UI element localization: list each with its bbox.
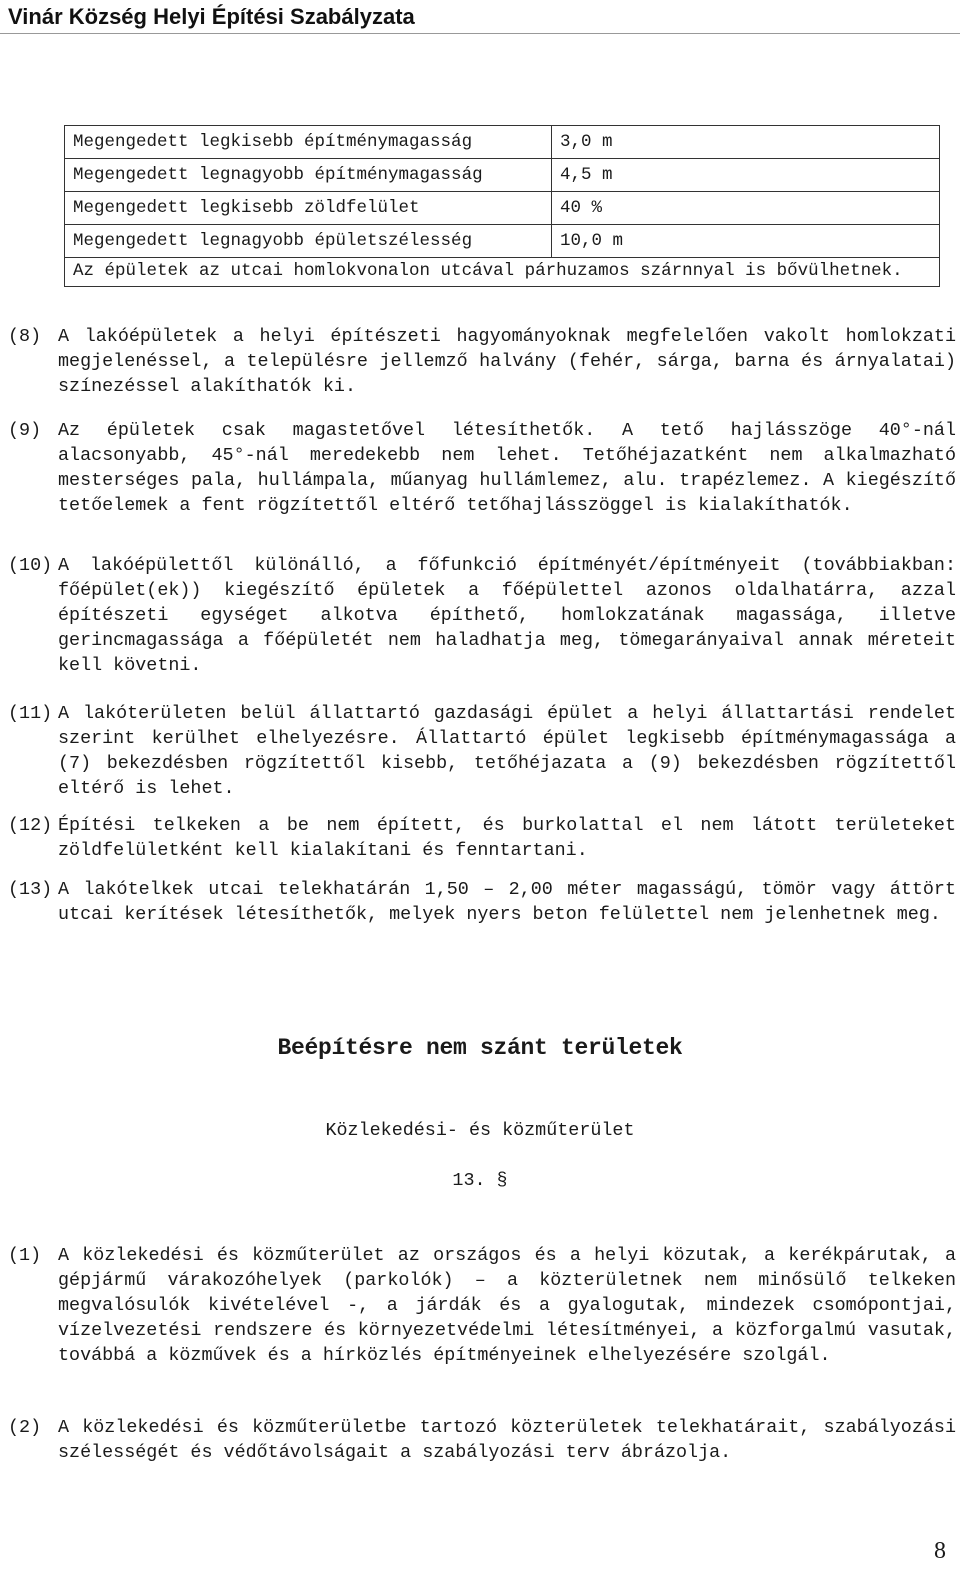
page-number: 8 <box>934 1538 946 1564</box>
section-number: 13. § <box>452 1170 508 1191</box>
table-row <box>65 225 940 258</box>
table-row <box>65 258 940 287</box>
table-cell-label: Megengedett legkisebb építménymagasság <box>65 126 552 159</box>
paragraph-9 <box>8 418 956 518</box>
paragraph-number: (11) <box>8 703 53 724</box>
document-title: Vinár Község Helyi Építési Szabályzata <box>8 4 415 29</box>
table-note: Az épületek az utcai homlokvonalon utcával párhuzamos szárnnyal is bővülhetnek. <box>65 258 940 287</box>
paragraph-text: A lakótelkek utcai telekhatárán 1,50 – 2,00 méter magasságú, tömör vagy áttört utcai kerítések létesíthetők, melyek nyers beton felülettel nem jelenhetnek meg. <box>58 879 956 925</box>
paragraph-10 <box>8 553 956 678</box>
table-cell-value: 10,0 m <box>552 225 940 258</box>
paragraph-12 <box>8 813 956 863</box>
paragraph-number: (2) <box>8 1417 42 1438</box>
paragraph-number: (10) <box>8 555 53 576</box>
paragraph-8 <box>8 324 956 399</box>
paragraph-1 <box>8 1243 956 1368</box>
paragraph-2 <box>8 1415 956 1465</box>
subsection-heading: Közlekedési- és közműterület <box>325 1120 635 1141</box>
paragraph-text: Az épületek csak magastetővel létesíthetők. A tető hajlásszöge 40°-nál alacsonyabb, 45°-nál meredekebb nem lehet. Tetőhéjazatként nem alkalmazható mesterséges pala, hullámpala, műanyag hullámlemez, alu. trapézlemez. A kiegészítő tetőelemek a fent rögzítettől eltérő tetőhajlásszöggel is kialakíthatók. <box>58 420 956 516</box>
table-cell-value: 4,5 m <box>552 159 940 192</box>
paragraph-text: A közlekedési és közműterület az országos és a helyi közutak, a kerékpárutak, a gépjármű várakozóhelyek (parkolók) – a közterületnek nem minősülő telkeken megvalósulók kivételével -, a járdák és a gyalogutak, mindezek csomópontjai, vízelvezetési rendszere és környezetvédelmi létesítményei, a közforgalmú vasutak, továbbá a közművek és a hírközlés építményeinek elhelyezésére szolgál. <box>58 1245 956 1366</box>
table-row <box>65 192 940 225</box>
page-header <box>0 0 960 34</box>
paragraph-number: (1) <box>8 1245 42 1266</box>
paragraph-text: A lakóterületen belül állattartó gazdasági épület a helyi állattartási rendelet szerint kerülhet elhelyezésre. Állattartó épület legkisebb építménymagassága a (7) bekezdésben rögzítettől kisebb, tetőhéjazata a (9) bekezdésben rögzítettől eltérő is lehet. <box>58 703 956 799</box>
paragraph-number: (9) <box>8 420 42 441</box>
table-cell-label: Megengedett legnagyobb épületszélesség <box>65 225 552 258</box>
table-cell-label: Megengedett legnagyobb építménymagasság <box>65 159 552 192</box>
table-cell-label: Megengedett legkisebb zöldfelület <box>65 192 552 225</box>
paragraph-13 <box>8 877 956 927</box>
parameters-table <box>64 125 940 287</box>
paragraph-number: (13) <box>8 879 53 900</box>
table-cell-value: 40 % <box>552 192 940 225</box>
table-row <box>65 126 940 159</box>
paragraph-number: (12) <box>8 815 53 836</box>
table-cell-value: 3,0 m <box>552 126 940 159</box>
table-row <box>65 159 940 192</box>
paragraph-text: A közlekedési és közműterületbe tartozó közterületek telekhatárait, szabályozási szélességét és védőtávolságait a szabályozási terv ábrázolja. <box>58 1417 956 1463</box>
paragraph-text: Építési telkeken a be nem épített, és burkolattal el nem látott területeket zöldfelületként kell kialakítani és fenntartani. <box>58 815 956 861</box>
paragraph-text: A lakóépületek a helyi építészeti hagyományoknak megfelelően vakolt homlokzati megjelenéssel, a településre jellemző halvány (fehér, sárga, barna és árnyalatai) színezéssel alakíthatók ki. <box>58 326 956 397</box>
paragraph-11 <box>8 701 956 801</box>
section-heading: Beépítésre nem szánt területek <box>277 1035 683 1061</box>
paragraph-text: A lakóépülettől különálló, a főfunkció építményét/építményeit (továbbiakban: főépület(ek)) kiegészítő épületek a főépülettel azonos oldalhatárra, azzal építészeti egységet alkotva építhető, homlokzatának magassága, illetve gerincmagassága a főépületét nem haladhatja meg, tömegarányaival annak méreteit kell követni. <box>58 555 956 676</box>
paragraph-number: (8) <box>8 326 42 347</box>
